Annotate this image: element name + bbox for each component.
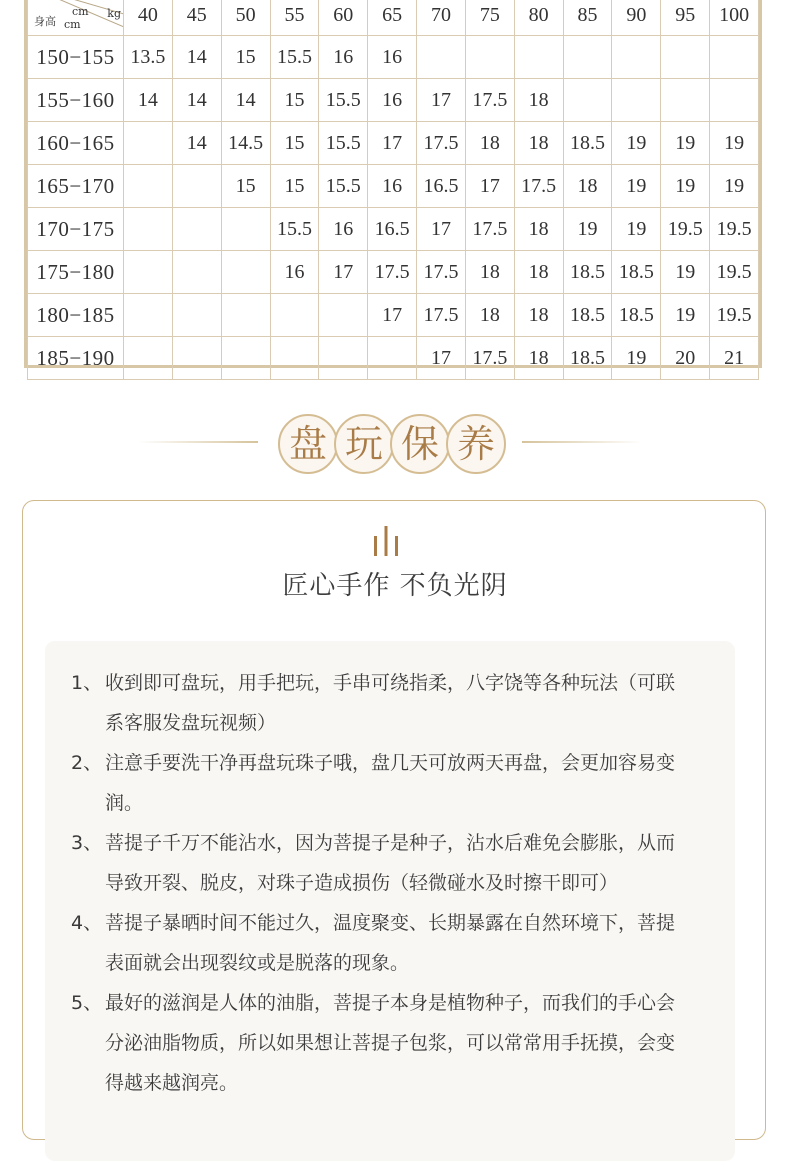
weight-header: 100 xyxy=(710,0,759,36)
title-char-4: 养 xyxy=(446,414,506,474)
size-cell: 19 xyxy=(563,208,612,251)
weight-header: 65 xyxy=(368,0,417,36)
size-cell xyxy=(124,165,173,208)
size-cell: 18.5 xyxy=(612,251,661,294)
weight-header: 60 xyxy=(319,0,368,36)
size-cell: 18 xyxy=(514,294,563,337)
size-cell: 19 xyxy=(710,122,759,165)
size-cell: 15 xyxy=(270,79,319,122)
tips-panel xyxy=(45,641,735,1161)
size-cell: 19 xyxy=(661,294,710,337)
size-cell xyxy=(514,36,563,79)
size-cell: 18 xyxy=(514,208,563,251)
title-divider-right xyxy=(522,441,642,443)
tip-text: 最好的滋润是人体的油脂，菩提子本身是植物种子，而我们的手心会分泌油脂物质，所以如果想让菩提子包浆，可以常常用手抚摸，会变得越来越润亮。 xyxy=(105,992,676,1094)
weight-header: 70 xyxy=(417,0,466,36)
size-cell xyxy=(124,337,173,380)
table-row xyxy=(28,79,759,122)
size-cell: 18.5 xyxy=(563,294,612,337)
size-cell: 18 xyxy=(514,79,563,122)
size-cell: 18 xyxy=(514,122,563,165)
size-cell: 17.5 xyxy=(417,251,466,294)
tip-number: 5、 xyxy=(71,992,103,1014)
title-char-3: 保 xyxy=(390,414,450,474)
size-cell: 15 xyxy=(221,36,270,79)
size-cell xyxy=(612,36,661,79)
tip-list xyxy=(45,641,735,1103)
size-cell: 17 xyxy=(417,79,466,122)
tip-number: 3、 xyxy=(71,832,103,854)
size-cell: 19.5 xyxy=(710,208,759,251)
size-cell: 18 xyxy=(514,337,563,380)
height-range-cell: 160−165 xyxy=(28,122,124,165)
weight-header: 95 xyxy=(661,0,710,36)
tip-item xyxy=(71,823,691,903)
size-cell: 14 xyxy=(172,36,221,79)
weight-unit-kg: kg xyxy=(107,7,121,20)
size-cell xyxy=(661,79,710,122)
size-cell: 17.5 xyxy=(417,122,466,165)
size-cell: 17.5 xyxy=(514,165,563,208)
size-cell: 19 xyxy=(661,122,710,165)
size-cell: 15 xyxy=(221,165,270,208)
size-cell: 19 xyxy=(612,337,661,380)
size-cell: 17 xyxy=(319,251,368,294)
size-cell: 17.5 xyxy=(417,294,466,337)
size-cell xyxy=(368,337,417,380)
size-cell xyxy=(661,36,710,79)
size-cell: 16.5 xyxy=(368,208,417,251)
size-cell: 18 xyxy=(514,251,563,294)
size-cell xyxy=(124,294,173,337)
size-cell: 15.5 xyxy=(319,122,368,165)
size-cell: 17.5 xyxy=(465,79,514,122)
size-cell: 17 xyxy=(368,294,417,337)
size-cell xyxy=(221,208,270,251)
tip-number: 1、 xyxy=(71,672,103,694)
size-cell xyxy=(172,251,221,294)
height-range-cell: 165−170 xyxy=(28,165,124,208)
size-cell: 18 xyxy=(465,251,514,294)
title-divider-left xyxy=(138,441,258,443)
tip-text: 菩提子千万不能沾水，因为菩提子是种子，沾水后难免会膨胀，从而导致开裂、脱皮，对珠子造成损伤（轻微碰水及时擦干即可） xyxy=(105,832,676,894)
title-char-2: 玩 xyxy=(334,414,394,474)
weight-header: 55 xyxy=(270,0,319,36)
table-row xyxy=(28,251,759,294)
size-cell: 19.5 xyxy=(710,294,759,337)
weight-header: 50 xyxy=(221,0,270,36)
size-cell xyxy=(319,337,368,380)
size-cell xyxy=(612,79,661,122)
size-cell xyxy=(172,165,221,208)
table-row xyxy=(28,208,759,251)
weight-header: 80 xyxy=(514,0,563,36)
size-cell xyxy=(124,208,173,251)
size-cell: 17 xyxy=(417,208,466,251)
size-table xyxy=(27,0,759,380)
size-cell xyxy=(172,208,221,251)
size-cell xyxy=(221,294,270,337)
size-cell: 18 xyxy=(465,294,514,337)
size-cell: 14 xyxy=(124,79,173,122)
size-cell xyxy=(710,36,759,79)
care-heading: 匠心手作 不负光阴 xyxy=(282,571,508,601)
section-title-care xyxy=(0,412,790,476)
table-row xyxy=(28,294,759,337)
size-cell: 19 xyxy=(661,251,710,294)
title-circles xyxy=(278,414,508,474)
tip-text: 菩提子暴晒时间不能过久，温度聚变、长期暴露在自然环境下，菩提表面就会出现裂纹或是脱落的现象。 xyxy=(105,912,676,974)
table-row xyxy=(28,165,759,208)
size-cell: 16.5 xyxy=(417,165,466,208)
table-row xyxy=(28,122,759,165)
size-cell: 16 xyxy=(319,36,368,79)
tip-item xyxy=(71,743,691,823)
height-range-cell: 150−155 xyxy=(28,36,124,79)
size-cell: 17.5 xyxy=(465,337,514,380)
size-cell: 16 xyxy=(368,36,417,79)
size-cell xyxy=(124,122,173,165)
size-cell: 18.5 xyxy=(563,337,612,380)
size-cell: 21 xyxy=(710,337,759,380)
height-unit: cm xyxy=(64,18,81,31)
size-cell: 19.5 xyxy=(710,251,759,294)
size-cell: 19.5 xyxy=(661,208,710,251)
weight-header: 90 xyxy=(612,0,661,36)
weight-header: 75 xyxy=(465,0,514,36)
tip-item xyxy=(71,983,691,1103)
weight-header: 85 xyxy=(563,0,612,36)
size-cell: 16 xyxy=(368,79,417,122)
size-cell: 20 xyxy=(661,337,710,380)
size-cell: 19 xyxy=(612,165,661,208)
care-card xyxy=(22,500,766,1140)
size-cell: 15 xyxy=(270,122,319,165)
weight-header: 40 xyxy=(124,0,173,36)
title-char-1: 盘 xyxy=(278,414,338,474)
weight-header: 45 xyxy=(172,0,221,36)
size-cell xyxy=(319,294,368,337)
size-cell: 15.5 xyxy=(270,208,319,251)
size-cell: 14 xyxy=(221,79,270,122)
size-cell: 16 xyxy=(368,165,417,208)
table-row xyxy=(28,337,759,380)
size-cell xyxy=(417,36,466,79)
size-cell: 18.5 xyxy=(612,294,661,337)
size-cell xyxy=(221,337,270,380)
size-cell: 15.5 xyxy=(319,165,368,208)
tip-text: 收到即可盘玩，用手把玩，手串可绕指柔，八字饶等各种玩法（可联系客服发盘玩视频） xyxy=(105,672,676,734)
height-range-cell: 175−180 xyxy=(28,251,124,294)
height-label: 身高 xyxy=(34,15,56,28)
size-cell: 17.5 xyxy=(368,251,417,294)
size-cell xyxy=(124,251,173,294)
size-cell: 18.5 xyxy=(563,122,612,165)
height-range-cell: 180−185 xyxy=(28,294,124,337)
size-cell xyxy=(563,36,612,79)
size-cell xyxy=(710,79,759,122)
size-cell xyxy=(172,294,221,337)
size-cell: 16 xyxy=(319,208,368,251)
table-row xyxy=(28,36,759,79)
size-cell: 18.5 xyxy=(563,251,612,294)
weight-header-row xyxy=(28,0,759,36)
size-cell: 17 xyxy=(417,337,466,380)
size-table-body xyxy=(28,36,759,380)
size-cell: 18 xyxy=(465,122,514,165)
size-cell: 15.5 xyxy=(270,36,319,79)
size-cell: 15 xyxy=(270,165,319,208)
tip-text: 注意手要洗干净再盘玩珠子哦，盘几天可放两天再盘，会更加容易变润。 xyxy=(105,752,676,814)
height-range-cell: 185−190 xyxy=(28,337,124,380)
size-cell xyxy=(221,251,270,294)
size-cell: 14 xyxy=(172,122,221,165)
tip-item xyxy=(71,663,691,743)
size-cell: 14 xyxy=(172,79,221,122)
size-cell xyxy=(465,36,514,79)
size-cell xyxy=(563,79,612,122)
size-cell: 19 xyxy=(612,122,661,165)
size-cell: 18 xyxy=(563,165,612,208)
size-chart xyxy=(24,0,762,368)
size-cell: 17 xyxy=(465,165,514,208)
size-cell xyxy=(172,337,221,380)
tip-number: 4、 xyxy=(71,912,103,934)
size-cell: 17.5 xyxy=(465,208,514,251)
weight-unit-cm: cm xyxy=(72,5,89,18)
size-cell: 13.5 xyxy=(124,36,173,79)
table-corner-header xyxy=(28,0,124,36)
size-cell: 19 xyxy=(661,165,710,208)
size-cell: 19 xyxy=(710,165,759,208)
size-cell: 16 xyxy=(270,251,319,294)
height-range-cell: 170−175 xyxy=(28,208,124,251)
size-cell: 14.5 xyxy=(221,122,270,165)
size-cell: 15.5 xyxy=(319,79,368,122)
tip-number: 2、 xyxy=(71,752,103,774)
tip-item xyxy=(71,903,691,983)
size-cell: 19 xyxy=(612,208,661,251)
size-cell: 17 xyxy=(368,122,417,165)
size-cell xyxy=(270,294,319,337)
height-range-cell: 155−160 xyxy=(28,79,124,122)
size-cell xyxy=(270,337,319,380)
three-bars-icon xyxy=(373,526,399,558)
